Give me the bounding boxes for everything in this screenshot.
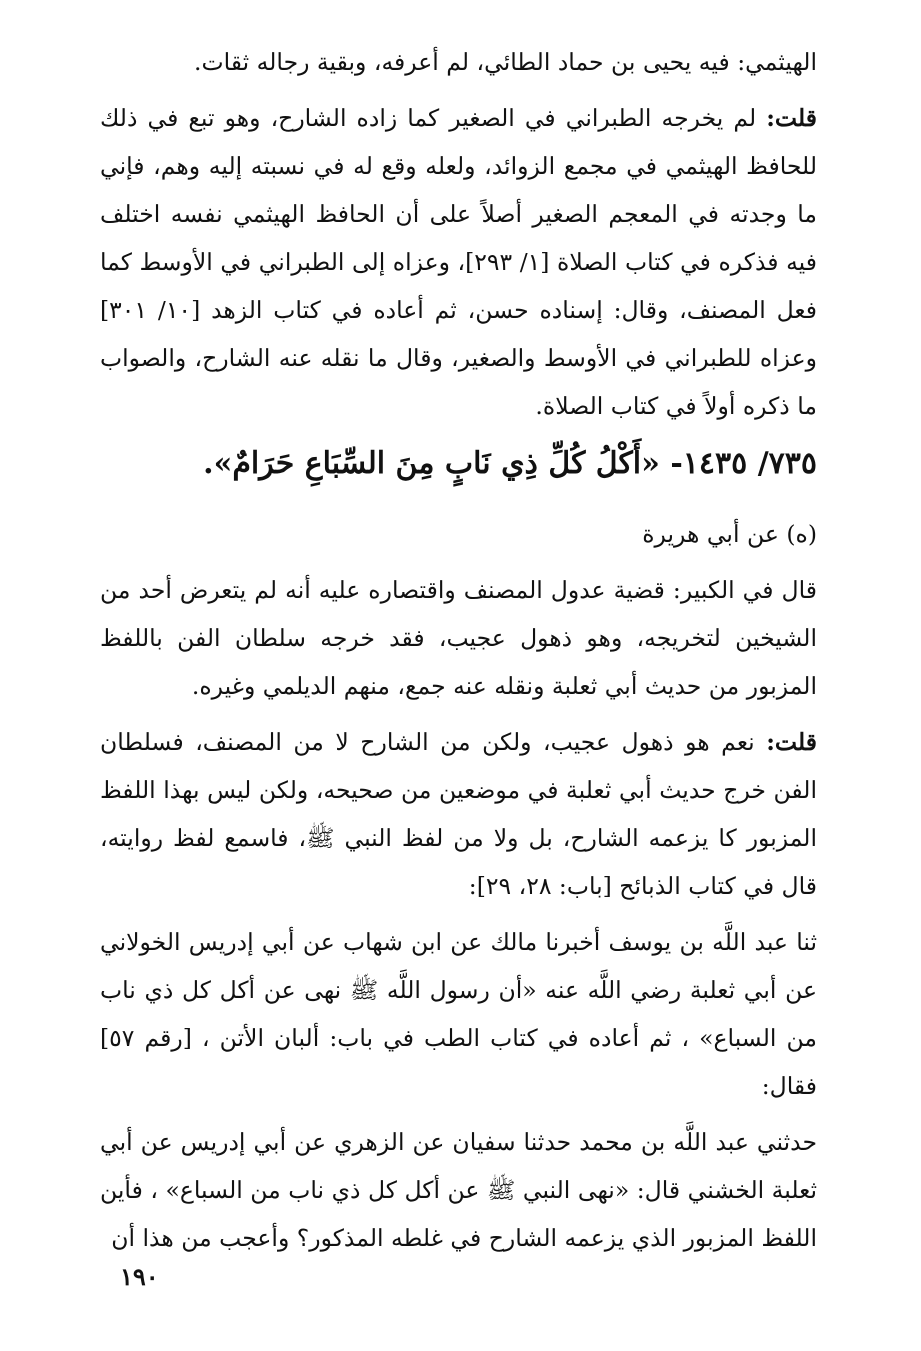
- page-number: ١٩٠: [120, 1262, 159, 1291]
- paragraph-qultu-2: [100, 718, 817, 910]
- paragraph-kabir: [100, 566, 817, 710]
- hadith-source: (ه) عن أبي هريرة: [642, 520, 817, 548]
- paragraph-text: حدثني عبد اللَّه بن محمد حدثنا سفيان عن الزهري عن أبي إدريس عن أبي ثعلبة الخشني قال: «نهى النبي ﷺ عن أكل كل ذي ناب من السباع» ، فأين اللفظ المزبور الذي يزعمه الشارح في غلطه المذكور؟ وأعجب من هذا أن: [100, 1128, 817, 1252]
- qultu-label: قلت:: [766, 104, 817, 132]
- paragraph-text: نعم هو ذهول عجيب، ولكن من الشارح لا من المصنف، فسلطان الفن خرج حديث أبي ثعلبة في موضعين من صحيحه، ولكن ليس بهذا اللفظ المزبور كا يزعمه الشارح، بل ولا من لفظ النبي ﷺ، فاسمع لفظ روايته، قال في كتاب الذبائح [باب: ٢٨، ٢٩]:: [100, 728, 817, 900]
- paragraph-text: ثنا عبد اللَّه بن يوسف أخبرنا مالك عن ابن شهاب عن أبي إدريس الخولاني عن أبي ثعلبة رضي اللَّه عنه «أن رسول اللَّه ﷺ نهى عن أكل كل ذي ناب من السباع» ، ثم أعاده في كتاب الطب في باب: ألبان الأتن ، [رقم ٥٧] فقال:: [100, 928, 817, 1100]
- page-body: [100, 38, 817, 1270]
- qultu-label: قلت:: [766, 728, 817, 756]
- paragraph-text: لم يخرجه الطبراني في الصغير كما زاده الشارح، وهو تبع في ذلك للحافظ الهيثمي في مجمع الزوائد، ولعله وقع له في نسبته إليه وهم، فإني ما وجدته في المعجم الصغير أصلاً على أن الحافظ الهيثمي نفسه اختلف فيه فذكره في كتاب الصلاة [١/ ٢٩٣]، وعزاه إلى الطبراني في الأوسط كما فعل المصنف، وقال: إسناده حسن، ثم أعاده في كتاب الزهد [١٠/ ٣٠١] وعزاه للطبراني في الأوسط والصغير، وقال ما نقله عنه الشارح، والصواب ما ذكره أولاً في كتاب الصلاة.: [100, 104, 818, 420]
- paragraph-text: قال في الكبير: قضية عدول المصنف واقتصاره عليه أنه لم يتعرض أحد من الشيخين لتخريجه، وهو ذهول عجيب، فقد خرجه سلطان الفن باللفظ المزبور من حديث أبي ثعلبة ونقله عنه جمع، منهم الديلمي وغيره.: [100, 576, 817, 700]
- paragraph-bukhari-narration-1: [100, 918, 817, 1110]
- paragraph-qultu-1: [100, 94, 817, 430]
- hadith-heading: ٧٣٥/ ١٤٣٥- «أَكْلُ كُلِّ ذِي نَابٍ مِنَ السِّبَاعِ حَرَامٌ».: [203, 446, 817, 481]
- paragraph-bukhari-narration-2: [100, 1118, 817, 1262]
- paragraph-haythami-note: [100, 38, 817, 86]
- paragraph-text: الهيثمي: فيه يحيى بن حماد الطائي، لم أعرفه، وبقية رجاله ثقات.: [194, 48, 817, 76]
